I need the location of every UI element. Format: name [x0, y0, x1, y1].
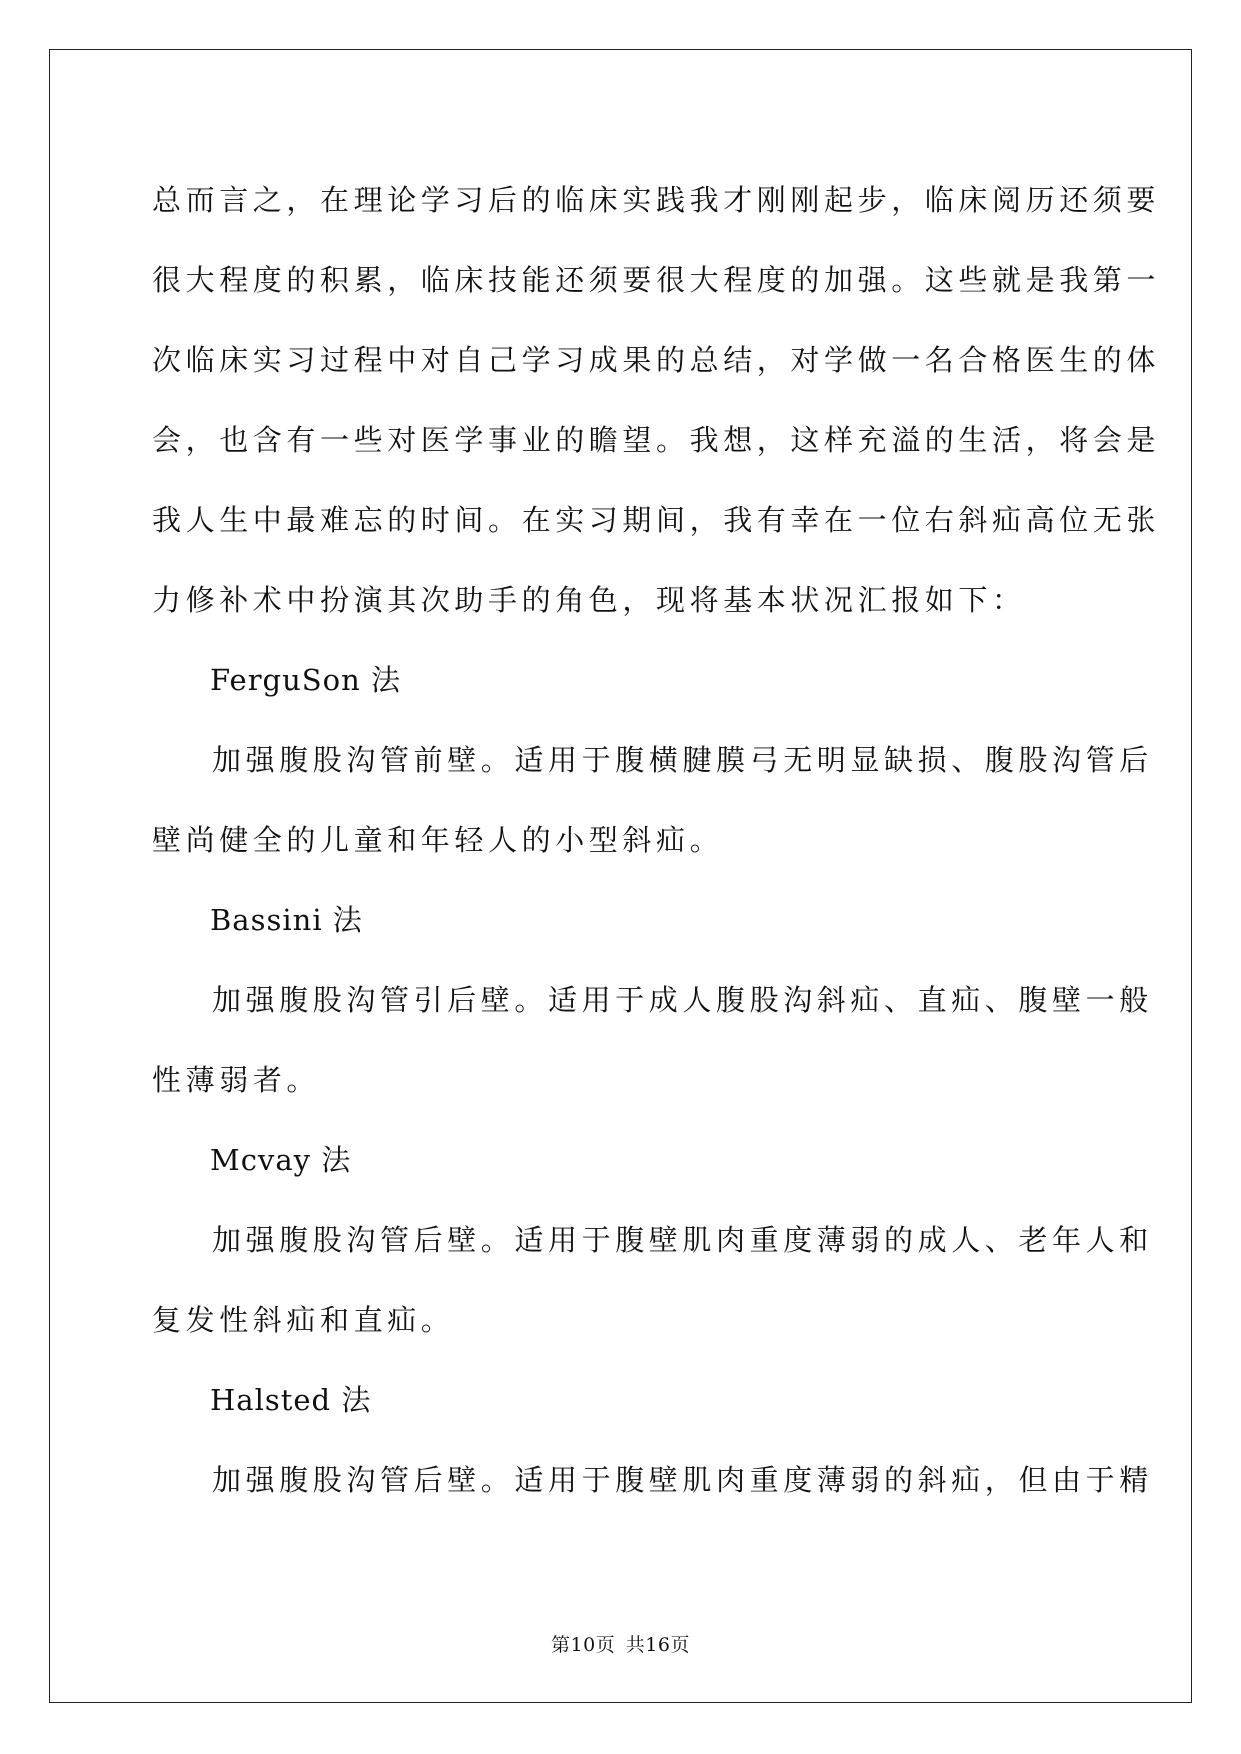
text-line: 加强腹股沟管引后壁。适用于成人腹股沟斜疝、直疝、腹壁一般	[212, 983, 1153, 1017]
text-line: 壁尚健全的儿童和年轻人的小型斜疝。	[152, 823, 724, 857]
section-heading: Mcvay 法	[210, 1143, 352, 1177]
page-footer	[0, 1630, 1241, 1657]
text-line: 力修补术中扮演其次助手的角色，现将基本状况汇报如下：	[152, 583, 1026, 617]
text-line: 次临床实习过程中对自己学习成果的总结，对学做一名合格医生的体	[152, 343, 1161, 377]
text-line: 加强腹股沟管后壁。适用于腹壁肌肉重度薄弱的斜疝，但由于精	[212, 1463, 1153, 1497]
text-line: 加强腹股沟管前壁。适用于腹横腱膜弓无明显缺损、腹股沟管后	[212, 743, 1153, 777]
document-body	[152, 160, 1161, 1520]
text-line: 会，也含有一些对医学事业的瞻望。我想，这样充溢的生活，将会是	[152, 423, 1161, 457]
section-heading: FerguSon 法	[210, 663, 402, 697]
text-line: 我人生中最难忘的时间。在实习期间，我有幸在一位右斜疝高位无张	[152, 503, 1161, 537]
text-line: 总而言之，在理论学习后的临床实践我才刚刚起步，临床阅历还须要	[152, 183, 1161, 217]
page-total: 共16页	[625, 1634, 690, 1656]
section-heading: Bassini 法	[210, 903, 363, 937]
text-line: 复发性斜疝和直疝。	[152, 1303, 455, 1337]
text-line: 加强腹股沟管后壁。适用于腹壁肌肉重度薄弱的成人、老年人和	[212, 1223, 1153, 1257]
text-line: 很大程度的积累，临床技能还须要很大程度的加强。这些就是我第一	[152, 263, 1161, 297]
page-number: 第10页	[551, 1634, 616, 1656]
text-line: 性薄弱者。	[152, 1063, 321, 1097]
section-heading: Halsted 法	[210, 1383, 372, 1417]
